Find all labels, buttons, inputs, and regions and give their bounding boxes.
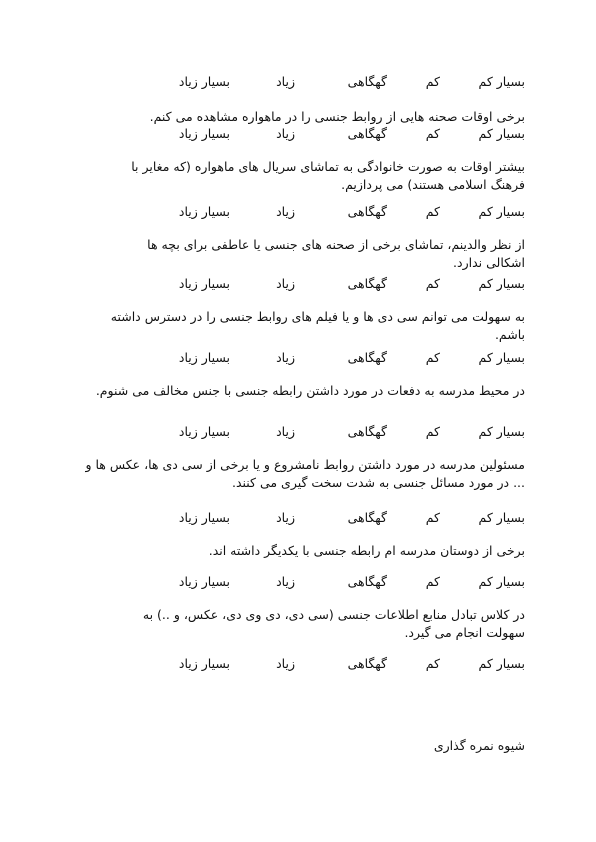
option-low: کم xyxy=(425,204,440,219)
option-low: کم xyxy=(425,276,440,291)
option-very-high: بسیار زیاد xyxy=(178,126,230,141)
option-very-high: بسیار زیاد xyxy=(178,656,230,671)
option-sometimes: گهگاهی xyxy=(347,510,387,525)
option-sometimes: گهگاهی xyxy=(347,126,387,141)
option-sometimes: گهگاهی xyxy=(347,74,387,89)
option-sometimes: گهگاهی xyxy=(347,424,387,439)
option-very-high: بسیار زیاد xyxy=(178,350,230,365)
option-low: کم xyxy=(425,510,440,525)
option-high: زیاد xyxy=(276,350,295,365)
option-very-low: بسیار کم xyxy=(478,204,525,219)
option-high: زیاد xyxy=(276,74,295,89)
option-very-low: بسیار کم xyxy=(478,276,525,291)
option-high: زیاد xyxy=(276,574,295,589)
option-very-low: بسیار کم xyxy=(478,510,525,525)
option-low: کم xyxy=(425,74,440,89)
questionnaire-item: بیشتر اوقات به صورت خانوادگی به تماشای سریال های ماهواره (که مغایر با فرهنگ اسلامی هستند) می پردازیم. xyxy=(131,159,525,192)
option-high: زیاد xyxy=(276,126,295,141)
scoring-section-title: شیوه نمره گذاری xyxy=(433,738,525,753)
option-low: کم xyxy=(425,126,440,141)
option-very-high: بسیار زیاد xyxy=(178,276,230,291)
questionnaire-item: در محیط مدرسه به دفعات در مورد داشتن رابطه جنسی با جنس مخالف می شنوم. xyxy=(95,383,525,398)
likert-scale-row xyxy=(170,656,525,674)
likert-scale-row xyxy=(170,126,525,144)
questionnaire-item: از نظر والدینم، تماشای برخی از صحنه های جنسی یا عاطفی برای بچه ها اشکالی ندارد. xyxy=(147,237,525,270)
option-very-low: بسیار کم xyxy=(478,74,525,89)
questionnaire-item: مسئولین مدرسه در مورد داشتن روابط نامشروع و یا برخی از سی دی ها، عکس ها و ... در مورد مسائل جنسی به شدت سخت گیری می کنند. xyxy=(85,457,525,490)
option-sometimes: گهگاهی xyxy=(347,276,387,291)
option-very-high: بسیار زیاد xyxy=(178,204,230,219)
option-very-low: بسیار کم xyxy=(478,126,525,141)
option-low: کم xyxy=(425,424,440,439)
option-very-high: بسیار زیاد xyxy=(178,424,230,439)
option-high: زیاد xyxy=(276,656,295,671)
option-very-high: بسیار زیاد xyxy=(178,510,230,525)
likert-scale-row xyxy=(170,74,525,92)
option-very-low: بسیار کم xyxy=(478,424,525,439)
option-low: کم xyxy=(425,574,440,589)
questionnaire-item: در کلاس تبادل منابع اطلاعات جنسی (سی دی، دی وی دی، عکس، و ..) به سهولت انجام می گیرد. xyxy=(142,607,525,640)
option-low: کم xyxy=(425,656,440,671)
option-high: زیاد xyxy=(276,424,295,439)
likert-scale-row xyxy=(170,350,525,368)
likert-scale-row xyxy=(170,424,525,442)
questionnaire-item: به سهولت می توانم سی دی ها و یا فیلم های روابط جنسی را در دسترس داشته باشم. xyxy=(110,309,525,342)
option-high: زیاد xyxy=(276,276,295,291)
option-very-low: بسیار کم xyxy=(478,350,525,365)
option-sometimes: گهگاهی xyxy=(347,204,387,219)
option-very-low: بسیار کم xyxy=(478,574,525,589)
option-sometimes: گهگاهی xyxy=(347,350,387,365)
likert-scale-row xyxy=(170,510,525,528)
option-high: زیاد xyxy=(276,510,295,525)
likert-scale-row xyxy=(170,204,525,222)
likert-scale-row xyxy=(170,574,525,592)
option-high: زیاد xyxy=(276,204,295,219)
option-very-high: بسیار زیاد xyxy=(178,74,230,89)
questionnaire-item: برخی اوقات صحنه هایی از روابط جنسی را در ماهواره مشاهده می کنم. xyxy=(149,109,525,124)
option-very-high: بسیار زیاد xyxy=(178,574,230,589)
option-very-low: بسیار کم xyxy=(478,656,525,671)
likert-scale-row xyxy=(170,276,525,294)
option-sometimes: گهگاهی xyxy=(347,656,387,671)
option-sometimes: گهگاهی xyxy=(347,574,387,589)
questionnaire-item: برخی از دوستان مدرسه ام رابطه جنسی با یکدیگر داشته اند. xyxy=(208,543,525,558)
option-low: کم xyxy=(425,350,440,365)
